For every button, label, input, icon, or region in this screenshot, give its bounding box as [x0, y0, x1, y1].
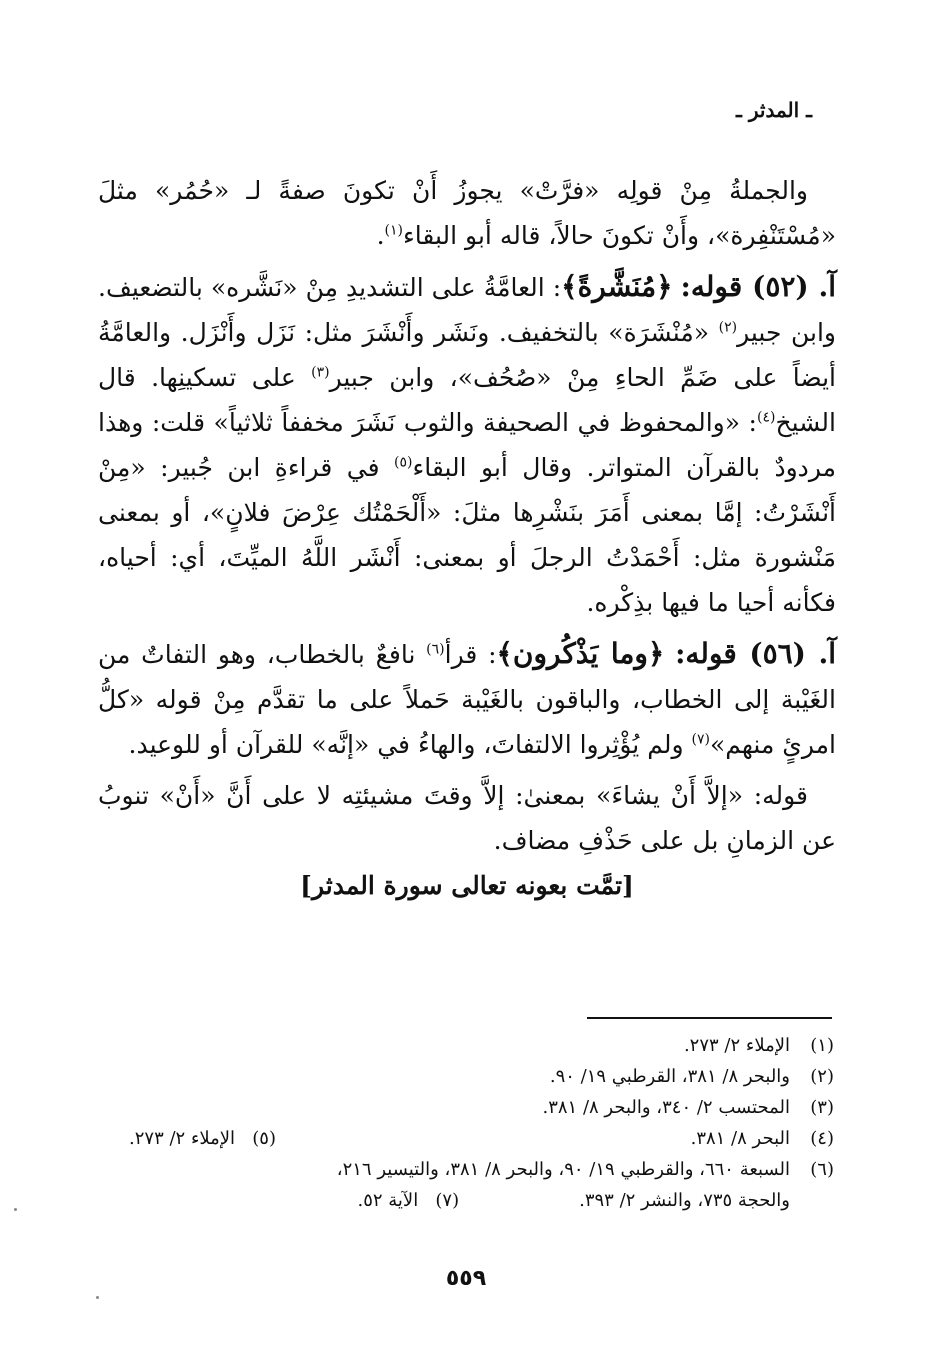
paragraph-4: قوله: «إلاَّ أَنْ يشاءَ» بمعنىٰ: إلاَّ وقتَ مشيئتِه لا على أَنَّ «أَنْ» تنوبُ عن الزمانِ بل على حَذْفِ مضاف. [98, 781, 836, 855]
footnote-5 [129, 1123, 276, 1154]
footnote-ref-3[interactable]: (٣) [311, 364, 330, 381]
footnote-number: (٢) [810, 1066, 834, 1087]
footnote-ref-7[interactable]: (٧) [691, 731, 710, 748]
footnote-1 [129, 1030, 834, 1061]
footnote-text: البحر ٨/ ٣٨١. [690, 1128, 790, 1149]
scan-speck [14, 1208, 17, 1211]
footnote-ref-5[interactable]: (٥) [393, 454, 413, 471]
footnote-4 [129, 1123, 834, 1154]
paragraph-2: آ. (٥٢) قوله: ﴿مُنَشَّرةً﴾: العامَّةُ على التشديدِ مِنْ «نَشَّره» بالتضعيف. وابن جبير$^{(٢)}$ «مُنْشَرَة» بالتخفيف. ونَشَر وأَنْشَرَ مثل: نَزَل وأَنْزَل. والعامَّةُ أيضاً على ضَمِّ الحاءِ مِنْ «صُحُف»، وابن جبير$^{(٣)}$ على تسكينِها. قال الشيخ$^{(٤)}$: «والمحفوظ في الصحيفة والثوب نَشَرَ مخففاً ثلاثياً» قلت: وهذا مردودٌ بالقرآن المتواتر. وقال أبو البقاء$^{(٥)}$ في قراءةِ ابن جُبير: «مِنْ أَنْشَرْتُ: إمَّا بمعنى أَمَرَ بنَشْرِها مثلَ: «أَلْحَمْتُك عِرْضَ فلانٍ»، أو بمعنى مَنْشورة مثل: أَحْمَدْتُ الرجلَ أو بمعنى: أَنْشَر اللَّهُ الميِّتَ، أي: أحياه، فكأنه أحيا ما فيها بذِكْره. [98, 270, 837, 617]
footnote-divider [587, 1017, 832, 1019]
paragraph-1: والجملةُ مِنْ قولِه «فرَّتْ» يجوزُ أَنْ تكونَ صفةً لـ «حُمُر» مثلَ «مُسْتَنْفِرة»، وأَنْ تكونَ حالاً، قاله أبو البقاء$^{(١)}$. [98, 176, 836, 250]
footnote-number: (١) [810, 1035, 834, 1056]
running-header: ـ المدثر ـ [736, 98, 812, 122]
footnote-6 [129, 1154, 834, 1185]
quran-quote-yadhkurun: ﴿وما يَذْكُرون﴾ [496, 637, 665, 670]
footnote-text: الآية ٥٢. [357, 1190, 419, 1211]
footnote-text: الإملاء ٢/ ٢٧٣. [129, 1128, 236, 1149]
verse-label-52: آ. (٥٢) قوله: [680, 270, 837, 303]
footnote-text: الإملاء ٢/ ٢٧٣. [683, 1035, 790, 1056]
footnote-2 [129, 1061, 834, 1092]
footnote-ref-1[interactable]: (١) [384, 222, 403, 239]
page-number: ٥٥٩ [445, 1266, 487, 1291]
footnotes [129, 1030, 834, 1216]
footnote-number: (٤) [810, 1128, 834, 1149]
closing-note: [تمَّت بعونه تعالى سورة المدثر] [300, 871, 634, 900]
footnote-ref-6[interactable]: (٦) [426, 641, 445, 658]
footnote-6-continuation [129, 1185, 834, 1216]
footnote-text: السبعة ٦٦٠، والقرطبي ١٩/ ٩٠، والبحر ٨/ ٣٨١، والتيسير ٢١٦، [336, 1159, 790, 1180]
main-text [98, 168, 836, 908]
footnote-text: والبحر ٨/ ٣٨١، القرطبي ١٩/ ٩٠. [549, 1066, 790, 1087]
verse-label-56: آ. (٥٦) قوله: [675, 637, 837, 670]
paragraph-3: آ. (٥٦) قوله: ﴿وما يَذْكُرون﴾: قرأ$^{(٦)}$ نافعٌ بالخطاب، وهو التفاتٌ من الغَيْبة إلى الخطاب، والباقون بالغَيْبة حَملاً على ما تقدَّم مِنْ قوله «كلُّ امرئٍ منهم»$^{(٧)}$ ولم يُؤْثِروا الالتفاتَ، والهاءُ في «إنَّه» للقرآن أو للوعيد. [98, 637, 837, 759]
scan-speck [96, 1296, 99, 1299]
footnote-ref-2[interactable]: (٢) [718, 319, 738, 336]
quran-quote-munashsharah: ﴿مُنَشَّرةً﴾ [561, 270, 673, 303]
footnote-3 [129, 1092, 834, 1123]
footnote-7 [357, 1185, 459, 1216]
footnote-number: (٣) [810, 1097, 834, 1118]
footnote-number: (٧) [435, 1190, 460, 1211]
footnote-number: (٥) [252, 1128, 276, 1149]
footnote-text: والحجة ٧٣٥، والنشر ٢/ ٣٩٣. [579, 1190, 790, 1211]
footnote-text: المحتسب ٢/ ٣٤٠، والبحر ٨/ ٣٨١. [542, 1097, 790, 1118]
footnote-ref-4[interactable]: (٤) [756, 409, 776, 426]
footnote-number: (٦) [810, 1159, 834, 1180]
